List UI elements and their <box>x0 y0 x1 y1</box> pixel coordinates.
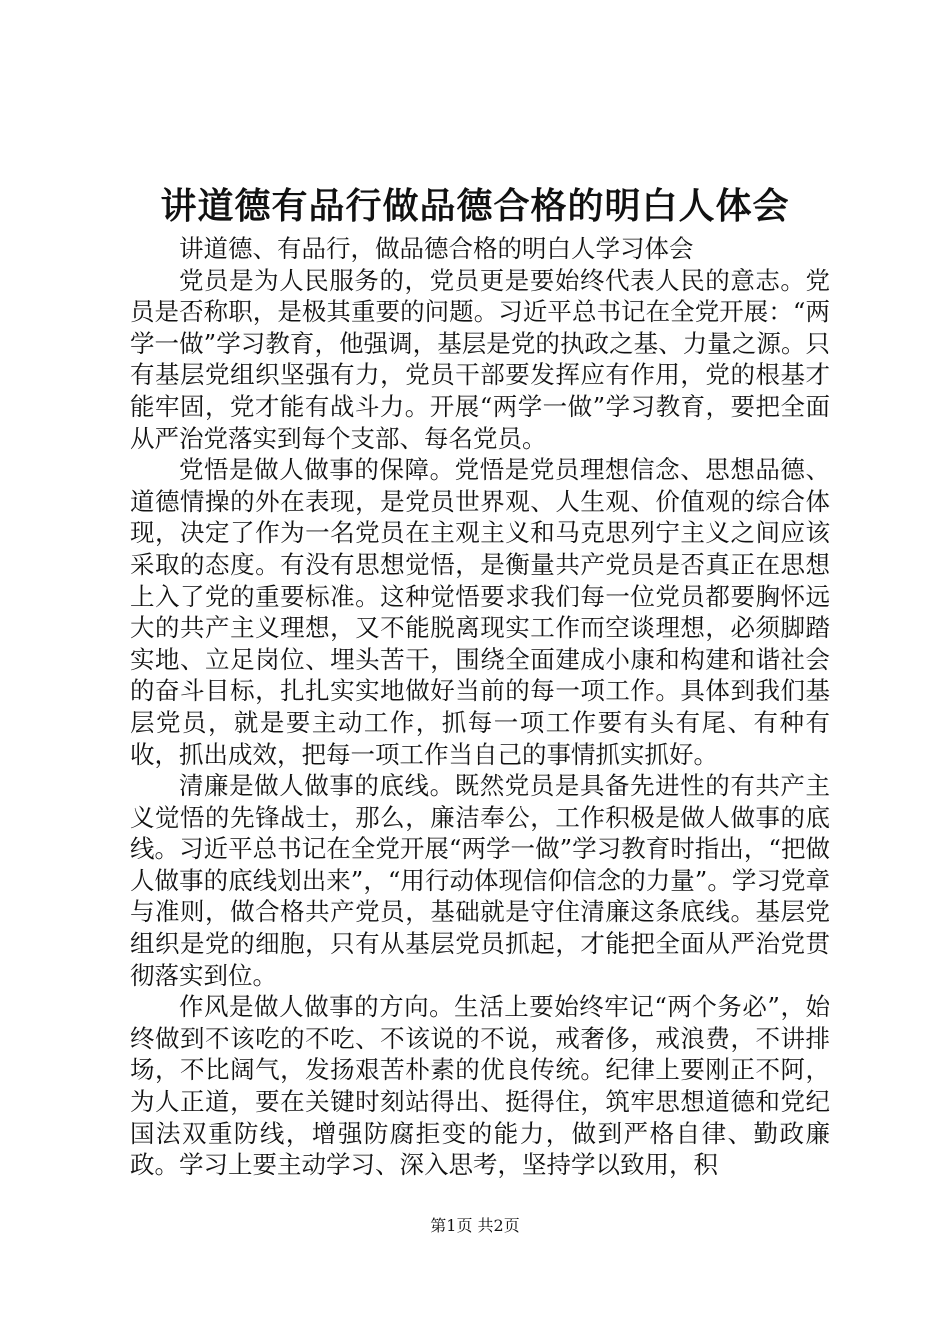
page-number: 第1页 共2页 <box>430 1216 520 1235</box>
page-footer <box>0 1215 950 1237</box>
document-title: 讲道德有品行做品德合格的明白人体会 <box>160 185 790 227</box>
paragraph-4: 作风是做人做事的方向。生活上要始终牢记“两个务必”，始终做到不该吃的不吃、不该说的不说，戒奢侈，戒浪费，不讲排场，不比阔气，发扬艰苦朴素的优良传统。纪律上要刚正不阿，为人正道，要在关键时刻站得出、挺得住，筑牢思想道德和党纪国法双重防线，增强防腐拒变的能力，做到严格自律、勤政廉政。学习上要主动学习、深入思考，坚持学以致用，积 <box>130 992 830 1180</box>
document-body <box>130 233 830 1181</box>
paragraph-1: 党员是为人民服务的，党员更是要始终代表人民的意志。党员是否称职，是极其重要的问题。习近平总书记在全党开展：“两学一做”学习教育，他强调，基层是党的执政之基、力量之源。只有基层党组织坚强有力，党员干部要发挥应有作用，党的根基才能牢固，党才能有战斗力。开展“两学一做”学习教育，要把全面从严治党落实到每个支部、每名党员。 <box>130 265 830 453</box>
paragraph-3: 清廉是做人做事的底线。既然党员是具备先进性的有共产主义觉悟的先锋战士，那么，廉洁奉公，工作积极是做人做事的底线。习近平总书记在全党开展“两学一做”学习教育时指出，“把做人做事的底线划出来”，“用行动体现信仰信念的力量”。学习党章与准则，做合格共产党员，基础就是守住清廉这条底线。基层党组织是党的细胞，只有从基层党员抓起，才能把全面从严治党贯彻落实到位。 <box>130 771 830 990</box>
paragraph-2: 党悟是做人做事的保障。党悟是党员理想信念、思想品德、道德情操的外在表现，是党员世界观、人生观、价值观的综合体现，决定了作为一名党员在主观主义和马克思列宁主义之间应该采取的态度。有没有思想觉悟，是衡量共产党员是否真正在思想上入了党的重要标准。这种觉悟要求我们每一位党员都要胸怀远大的共产主义理想，又不能脱离现实工作而空谈理想，必须脚踏实地、立足岗位、埋头苦干，围绕全面建成小康和构建和谐社会的奋斗目标，扎扎实实地做好当前的每一项工作。具体到我们基层党员，就是要主动工作，抓每一项工作要有头有尾、有种有收，抓出成效，把每一项工作当自己的事情抓实抓好。 <box>130 455 830 769</box>
document-subtitle: 讲道德、有品行，做品德合格的明白人学习体会 <box>179 234 694 263</box>
